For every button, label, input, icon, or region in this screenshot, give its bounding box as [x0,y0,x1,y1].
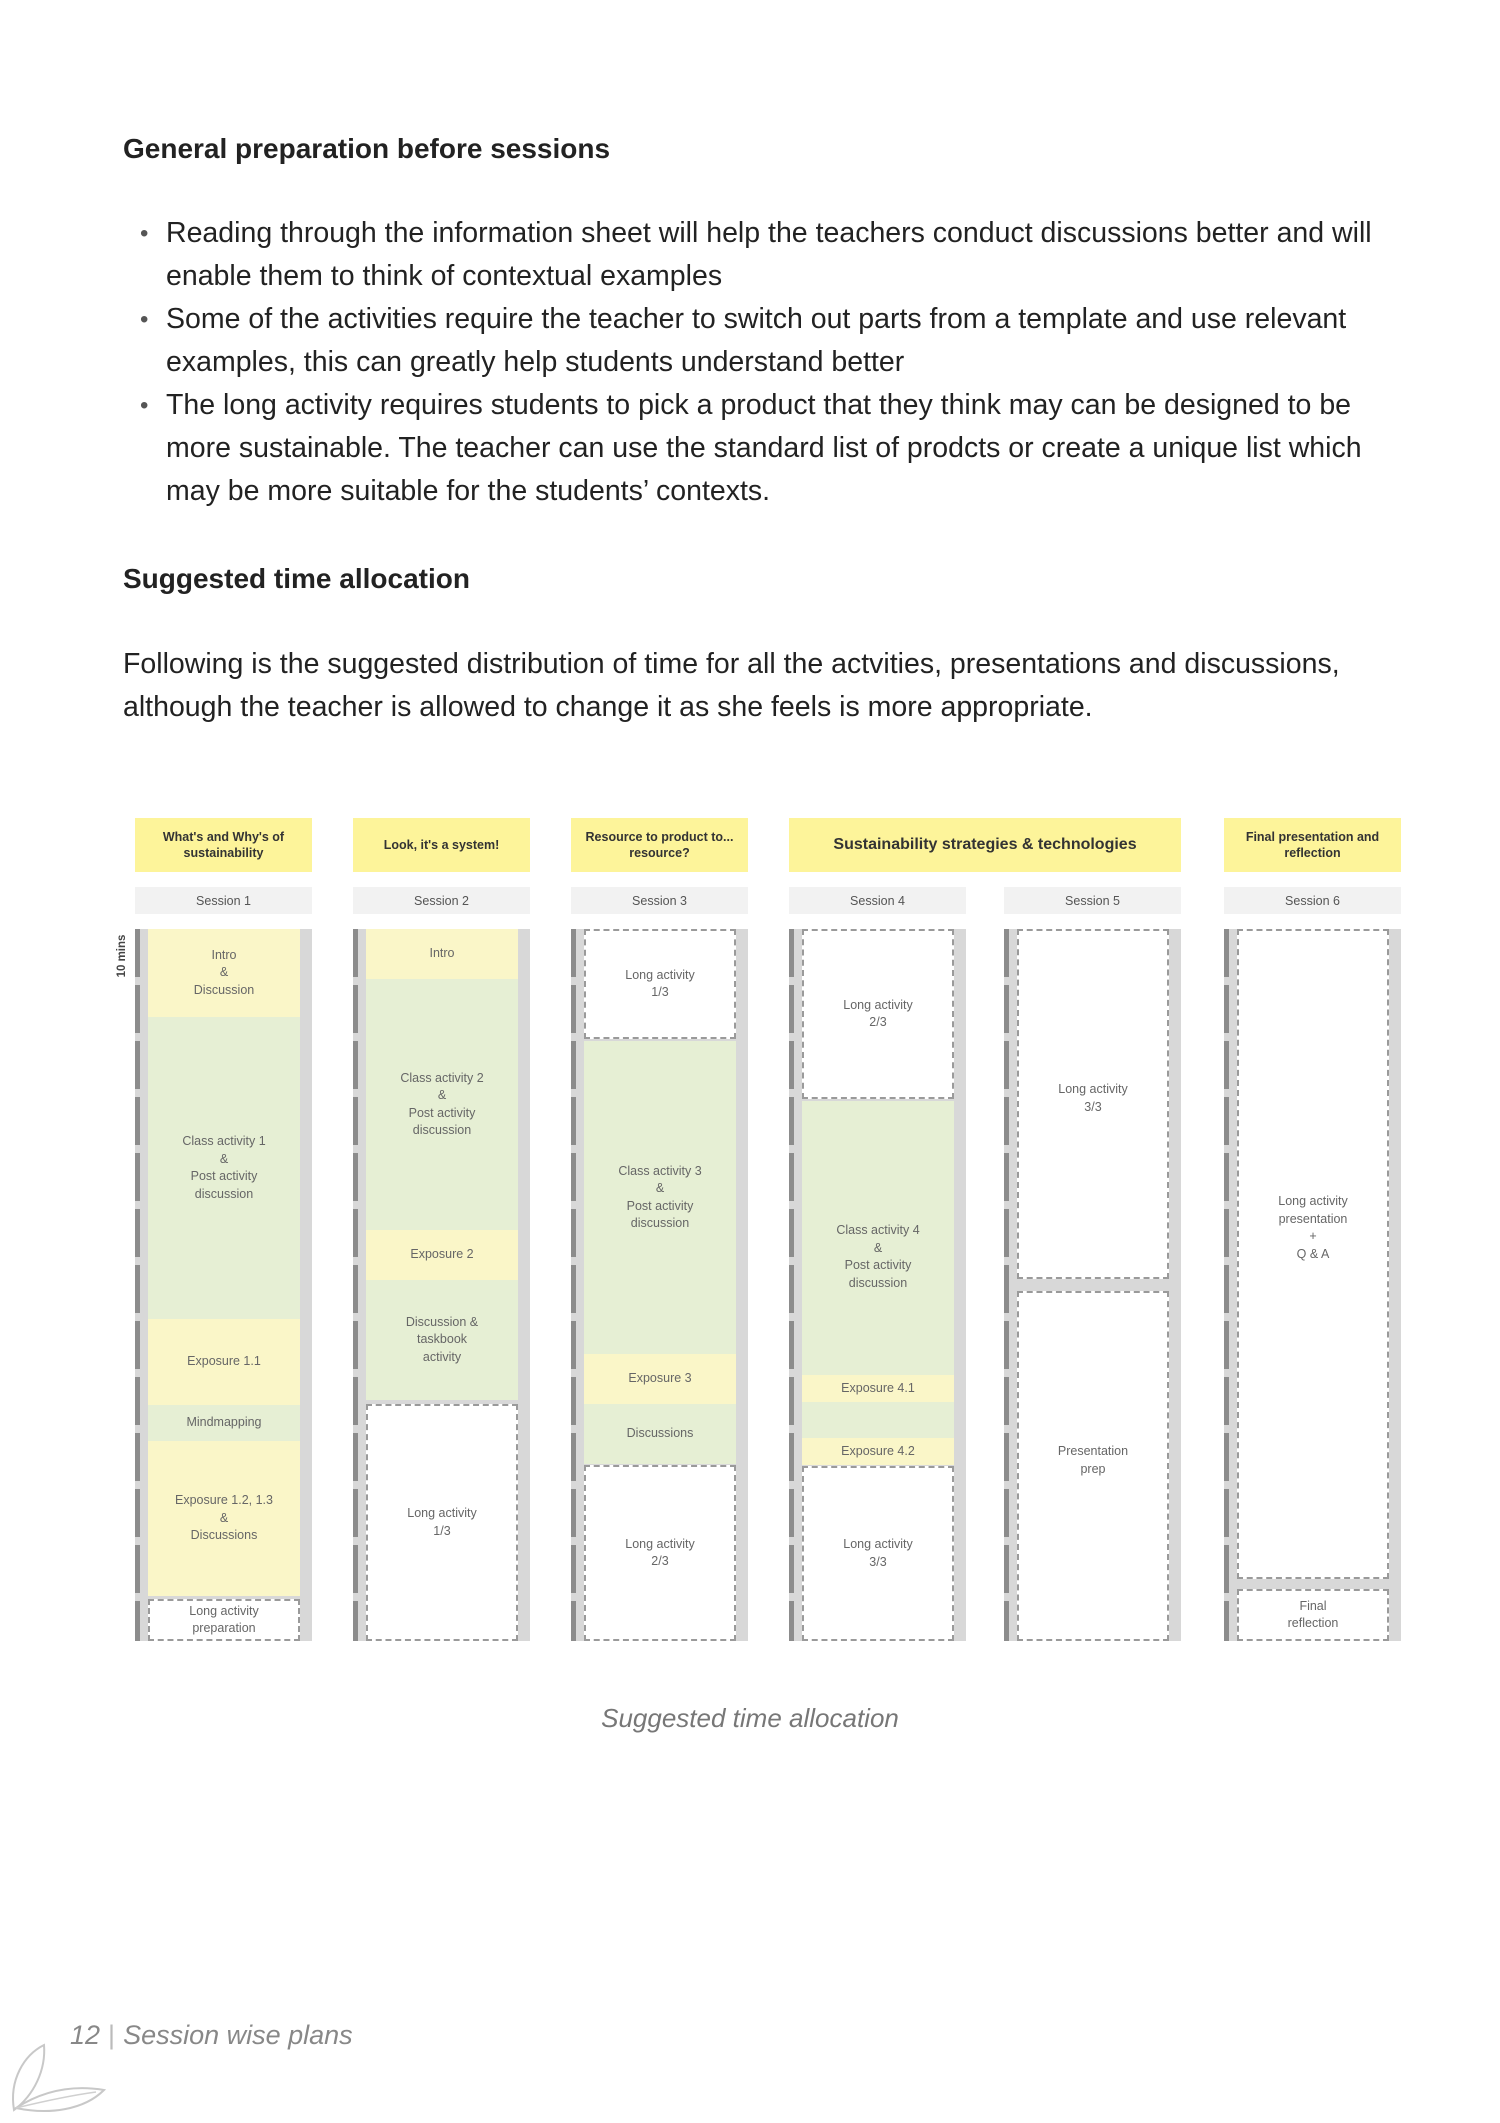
block-intro: Intro & Discussion [148,929,300,1017]
session-label-3: Session 3 [571,887,748,914]
block-mindmapping: Mindmapping [148,1405,300,1441]
session-column-3 [571,929,748,1641]
block-exposure: Exposure 3 [584,1354,736,1404]
block-class-activity: Class activity 4 & Post activity discussion [802,1101,954,1413]
bullet-item: • The long activity requires students to pick a product that they think may can be designed to be more sustainable. The teacher can use the standard list of prodcts or create a unique list which may be more suitable for the students’ contexts. [140,384,1380,513]
session-column-2 [353,929,530,1641]
session-column-1 [135,929,312,1641]
block-class-activity: Class activity 3 & Post activity discussion [584,1041,736,1354]
theme-header-1: What's and Why's of sustainability [135,818,312,872]
block-long-activity: Long activity 3/3 [802,1466,954,1641]
block-spacer [802,1402,954,1438]
theme-header-4: Sustainability strategies & technologies [789,818,1181,872]
block-discussion: Discussion & taskbook activity [366,1280,518,1400]
block-long-activity: Long activity 2/3 [802,929,954,1099]
block-long-activity: Long activity 1/3 [584,929,736,1039]
block-long-activity: Long activity preparation [148,1599,300,1641]
page-footer: 12 | Session wise plans [70,2020,353,2050]
allocation-heading: Suggested time allocation [123,563,470,594]
block-intro: Intro [366,929,518,979]
block-exposure: Exposure 2 [366,1230,518,1280]
block-exposure-4-1: Exposure 4.1 [802,1375,954,1402]
page-number: 12 [70,2020,101,2050]
bullet-item: • Reading through the information sheet will help the teachers conduct discussions better and will enable them to think of contextual examples [140,212,1380,298]
session-column-6 [1224,929,1401,1641]
session-label-6: Session 6 [1224,887,1401,914]
block-long-activity: Long activity 3/3 [1017,929,1169,1279]
session-label-1: Session 1 [135,887,312,914]
time-scale [353,929,358,1641]
theme-header-3: Resource to product to... resource? [571,818,748,872]
theme-header-5: Final presentation and reflection [1224,818,1401,872]
session-column-5 [1004,929,1181,1641]
time-scale [1004,929,1009,1641]
figure-caption: Suggested time allocation [601,1703,899,1733]
block-exposure: Exposure 1.1 [148,1319,300,1405]
time-scale [789,929,794,1641]
unit-label-text: 10 mins [116,934,128,978]
block-class-activity: Class activity 2 & Post activity discussion [366,979,518,1230]
block-class-activity: Class activity 1 & Post activity discussion [148,1017,300,1319]
session-column-4 [789,929,966,1641]
time-scale [571,929,576,1641]
session-label-5: Session 5 [1004,887,1181,914]
block-long-activity: Long activity 1/3 [366,1404,518,1641]
block-discussions: Discussions [584,1404,736,1464]
bullet-item: • Some of the activities require the teacher to switch out parts from a template and use relevant examples, this can greatly help students understand better [140,298,1380,384]
block-exposure-discussions: Exposure 1.2, 1.3 & Discussions [148,1441,300,1596]
theme-header-2: Look, it's a system! [353,818,530,872]
block-final-reflection: Final reflection [1237,1589,1389,1641]
block-presentation-prep: Presentation prep [1017,1291,1169,1641]
time-scale [1224,929,1229,1641]
session-label-2: Session 2 [353,887,530,914]
preparation-bullet-list [140,212,1380,513]
section-title: Session wise plans [123,2020,353,2050]
allocation-intro: Following is the suggested distribution of time for all the actvities, presentations and discussions, although the teacher is allowed to change it as she feels is more appropriate. [123,648,1340,723]
block-exposure-4-2: Exposure 4.2 [802,1438,954,1465]
session-label-4: Session 4 [789,887,966,914]
block-long-activity-presentation: Long activity presentation + Q & A [1237,929,1389,1579]
preparation-heading: General preparation before sessions [123,133,611,164]
time-scale [135,929,140,1641]
block-long-activity: Long activity 2/3 [584,1465,736,1641]
